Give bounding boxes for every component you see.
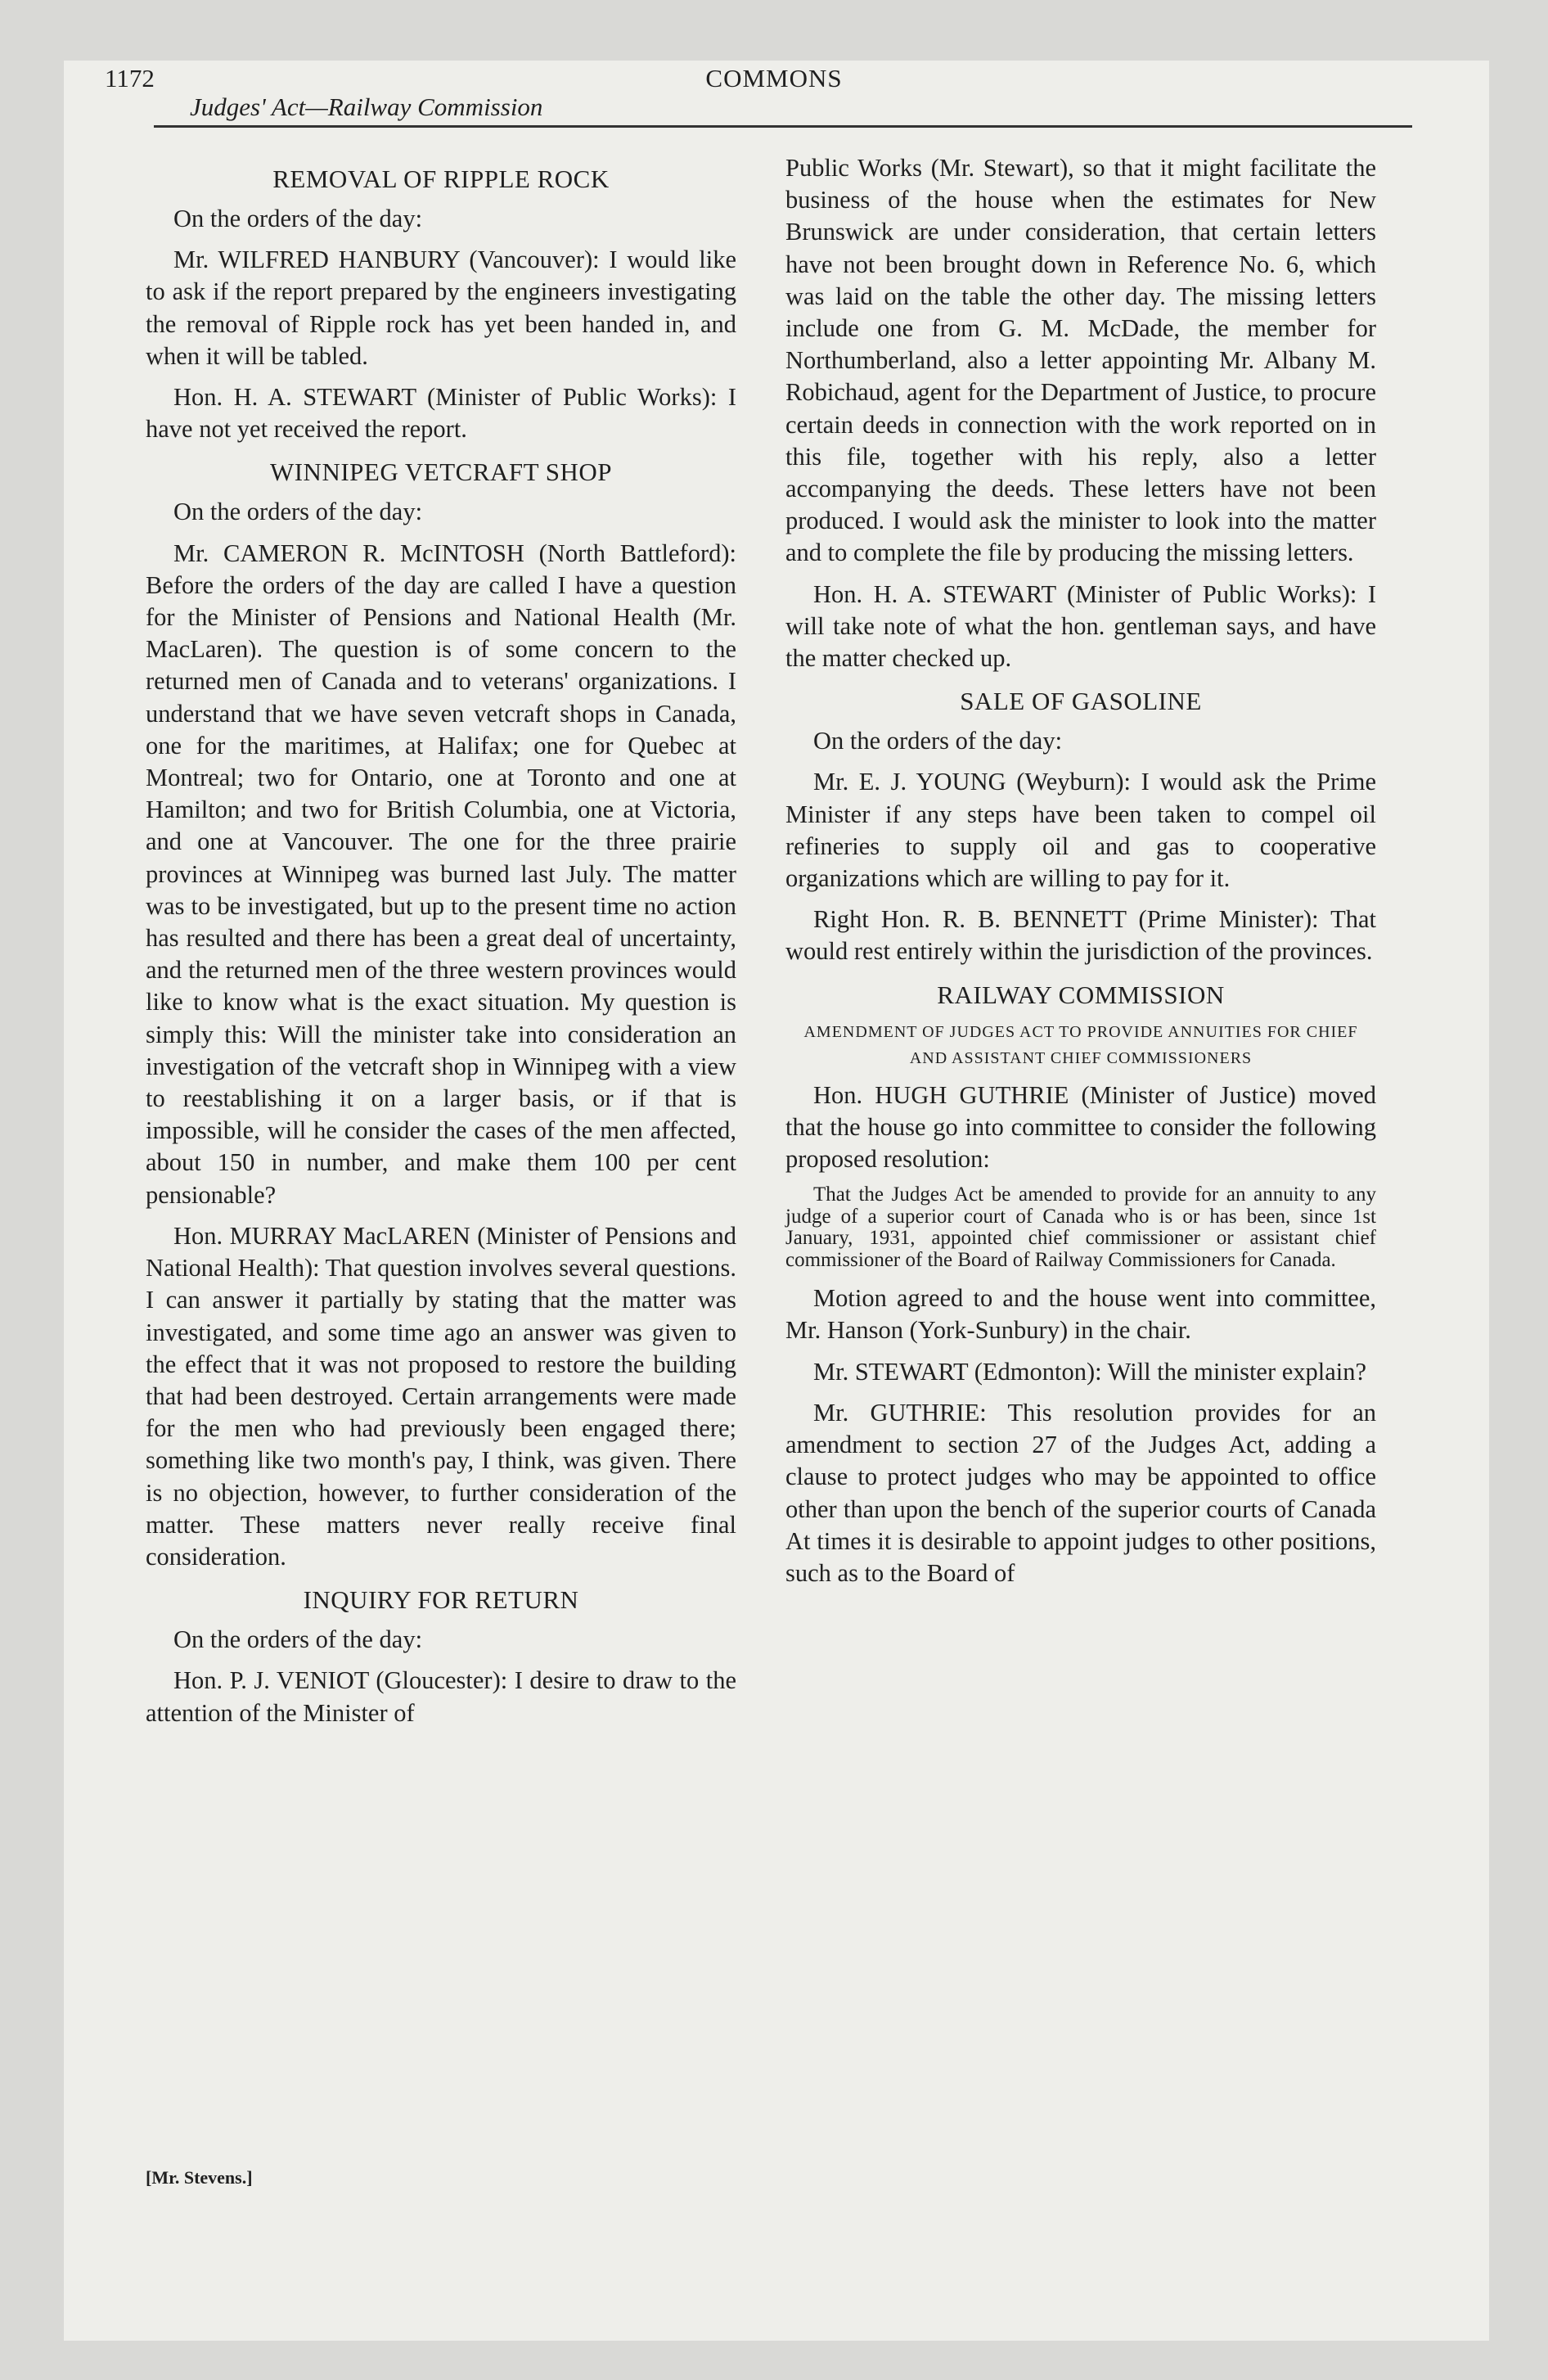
- paragraph: On the orders of the day:: [173, 498, 423, 526]
- paragraph: Right Hon. R. B. BENNETT (Prime Minister): That would rest entirely within the jurisdiction of the provinces.: [785, 905, 1376, 966]
- left-column: [146, 152, 736, 1738]
- footer-reference: [Mr. Stevens.]: [146, 2167, 253, 2188]
- paragraph: Mr. CAMERON R. McINTOSH (North Battleford): Before the orders of the day are called I have a question for the Minister of Pensions and National Health (Mr. MacLaren). The question is of some concern to the returned men of Canada and to veterans' organizations. I understand that we have seven vetcraft shops in Canada, one for the maritimes, at Halifax; one for Quebec at Montreal; two for Ontario, one at Toronto and one at Hamilton; and two for British Columbia, one at Victoria, and one at Vancouver. The one for the three prairie provinces at Winnipeg was burned last July. The matter was to be investigated, but up to the present time no action has resulted and there has been a great deal of uncertainty, and the returned men of the three western provinces would like to know what is the exact situation. My question is simply this: Will the minister take into consideration an investigation of the vetcraft shop in Winnipeg with a view to reestablishing it on a larger basis, or if that is impossible, will he consider the cases of the men affected, about 150 in number, and make them 100 per cent pensionable?: [146, 539, 736, 1209]
- paragraph: On the orders of the day:: [173, 1625, 423, 1654]
- paragraph: Hon. MURRAY MacLAREN (Minister of Pensions and National Health): That question involves several questions. I can answer it partially by stating that the matter was investigated, and some time ago an answer was given to the effect that it was not proposed to restore the building that had been destroyed. Certain arrangements were made for the men who had previously been engaged there; something like two month's pay, I think, was given. There is no objection, however, to further consideration of the matter. These matters never really receive final consideration.: [146, 1221, 736, 1571]
- subheading-amendment: AMENDMENT OF JUDGES ACT TO PROVIDE ANNUITIES FOR CHIEF AND ASSISTANT CHIEF COMMISSIONERS: [803, 1022, 1358, 1067]
- paragraph: Mr. GUTHRIE: This resolution provides for an amendment to section 27 of the Judges Act, adding a clause to protect judges who may be appointed to office other than upon the bench of the superior courts of Canada At times it is desirable to appoint judges to other positions, such as to the Board of: [785, 1398, 1376, 1587]
- heading-sale-of-gasoline: SALE OF GASOLINE: [960, 687, 1202, 716]
- paragraph: Hon. H. A. STEWART (Minister of Public Works): I have not yet received the report.: [146, 383, 736, 444]
- right-column: [785, 152, 1376, 1598]
- heading-inquiry-for-return: INQUIRY FOR RETURN: [303, 1585, 579, 1615]
- paragraph-continued: Public Works (Mr. Stewart), so that it might facilitate the business of the house when the estimates for New Brunswick are under consideration, that certain letters have not been brought down in Reference No. 6, which was laid on the table the other day. The missing letters include one from G. M. McDade, the member for Northumberland, also a letter appointing Mr. Albany M. Robichaud, agent for the Department of Justice, to procure certain deeds in connection with the work reported on in this file, together with his reply, also a letter accompanying the deeds. These letters have not been produced. I would ask the minister to look into the matter and to complete the file by producing the missing letters.: [785, 154, 1376, 567]
- paragraph: Mr. WILFRED HANBURY (Vancouver): I would like to ask if the report prepared by the engineers investigating the removal of Ripple rock has yet been handed in, and when it will be tabled.: [146, 246, 736, 370]
- heading-removal-of-ripple-rock: REMOVAL OF RIPPLE ROCK: [272, 165, 610, 193]
- running-head-title: COMMONS: [705, 64, 843, 92]
- paragraph: Motion agreed to and the house went into committee, Mr. Hanson (York-Sunbury) in the chair.: [785, 1284, 1376, 1345]
- paragraph: On the orders of the day:: [173, 205, 423, 232]
- paragraph: Hon. P. J. VENIOT (Gloucester): I desire to draw to the attention of the Minister of: [146, 1666, 736, 1727]
- heading-winnipeg-vetcraft-shop: WINNIPEG VETCRAFT SHOP: [269, 458, 613, 487]
- paragraph: Hon. HUGH GUTHRIE (Minister of Justice) moved that the house go into committee to consider the following proposed resolution:: [785, 1080, 1376, 1174]
- page-number: 1172: [105, 64, 155, 92]
- paragraph: Hon. H. A. STEWART (Minister of Public Works): I will take note of what the hon. gentleman says, and have the matter checked up.: [785, 579, 1376, 673]
- paragraph: Mr. E. J. YOUNG (Weyburn): I would ask the Prime Minister if any steps have been taken to compel oil refineries to supply oil and gas to cooperative organizations which are willing to pay for it.: [785, 768, 1376, 893]
- paragraph: Mr. STEWART (Edmonton): Will the minister explain?: [813, 1357, 1367, 1386]
- paragraph: On the orders of the day:: [813, 727, 1063, 755]
- running-head-subtitle: Judges' Act—Railway Commission: [190, 92, 543, 121]
- heading-railway-commission: RAILWAY COMMISSION: [937, 980, 1225, 1009]
- resolution-quote: That the Judges Act be amended to provide for an annuity to any judge of a superior court of Canada who is or has been, since 1st January, 1931, appointed chief commissioner or assistant chief commissioner of the Board of Railway Commissioners for Canada.: [785, 1183, 1376, 1271]
- header-rule: [154, 125, 1412, 128]
